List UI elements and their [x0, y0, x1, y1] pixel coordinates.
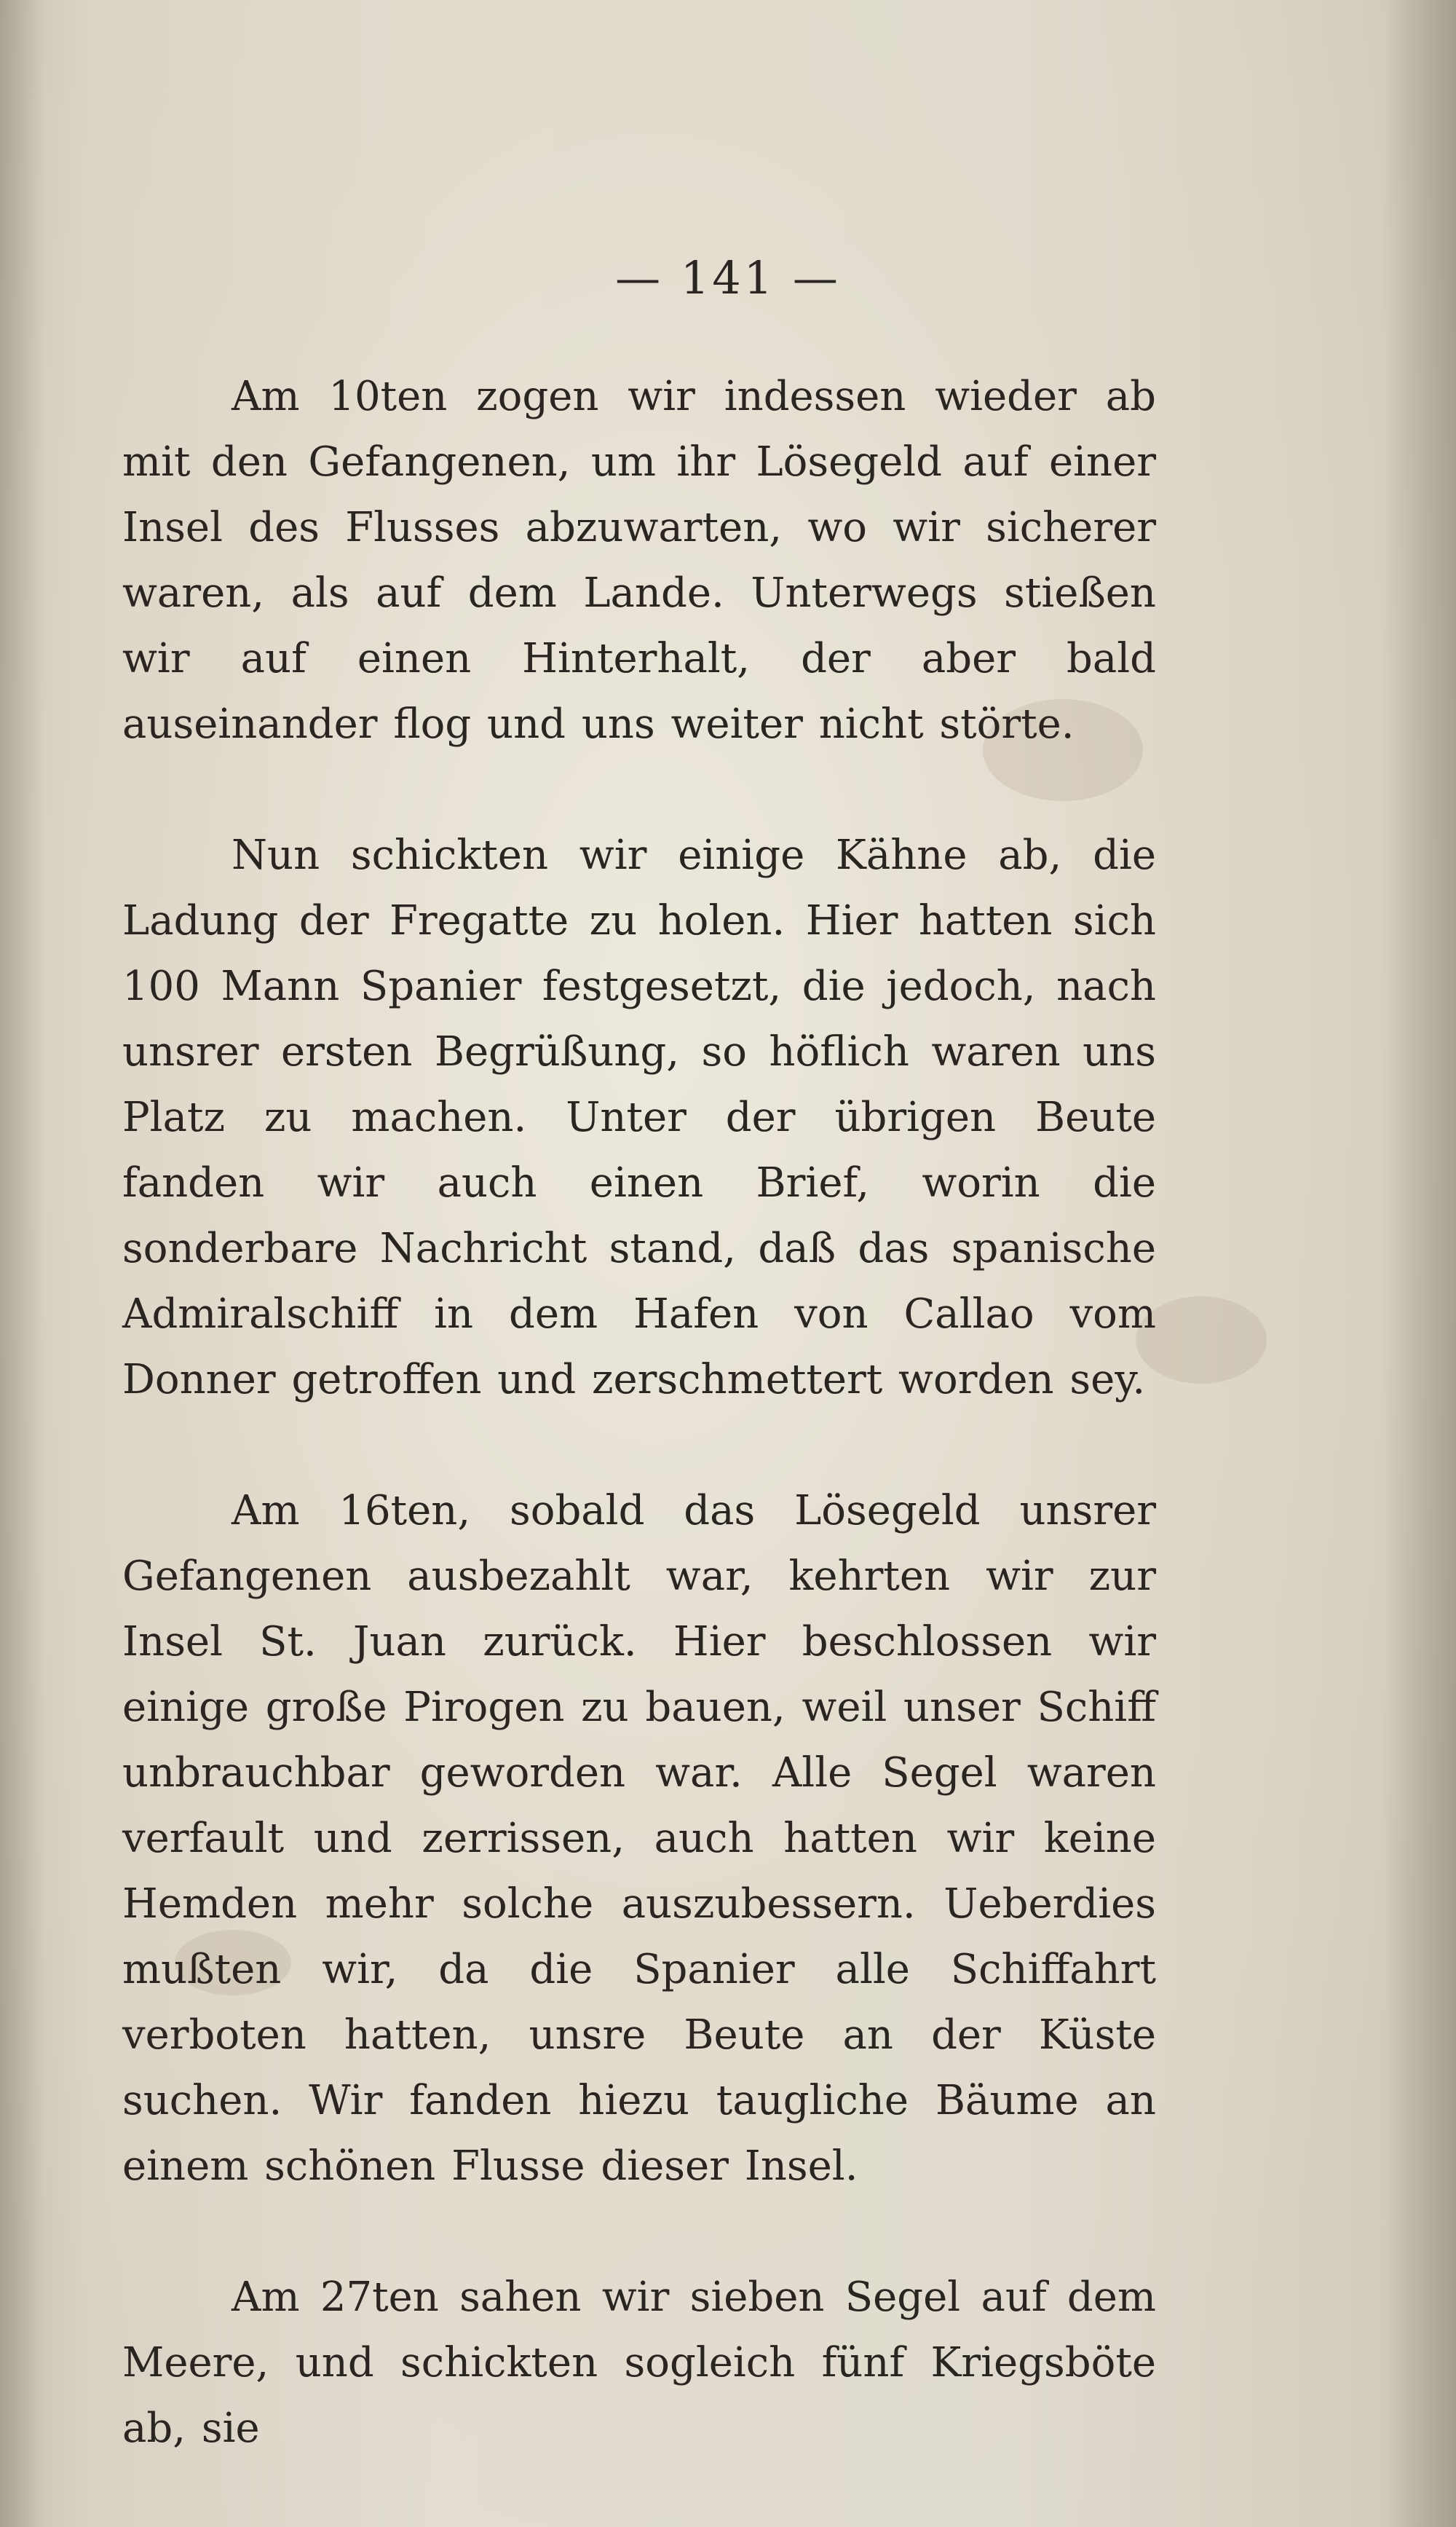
paragraph-gap	[122, 757, 1156, 823]
page-number-header: — 141 —	[615, 251, 841, 304]
paragraph-gap	[122, 1413, 1156, 1478]
body-text	[122, 364, 1156, 2461]
paragraph: Nun schickten wir einige Kähne ab, die Ladung der Fregatte zu holen. Hier hatten sich 100 Mann Spanier festgesetzt, die jedoch, nach unsrer ersten Begrüßung, so höflich waren uns Platz zu machen. Unter der übrigen Beute fanden wir auch einen Brief, worin die sonderbare Nachricht stand, daß das spanische Admiralschiff in dem Hafen von Callao vom Donner getroffen und zerschmettert worden sey.	[122, 832, 1156, 1403]
spine-shadow	[1383, 0, 1456, 2527]
paragraph: Am 27ten sahen wir sieben Segel auf dem Meere, und schickten sogleich fünf Kriegsböte ab, sie	[122, 2274, 1156, 2452]
paragraph-gap	[122, 2199, 1156, 2265]
paragraph: Am 16ten, sobald das Lösegeld unsrer Gefangenen ausbezahlt war, kehrten wir zur Insel St. Juan zurück. Hier beschlossen wir einige große Pirogen zu bauen, weil unser Schiff unbrauchbar geworden war. Alle Segel waren verfault und zerrissen, auch hatten wir keine Hemden mehr solche auszubessern. Ueberdies mußten wir, da die Spanier alle Schiffahrt verboten hatten, unsre Beute an der Küste suchen. Wir fanden hiezu taugliche Bäume an einem schönen Flusse dieser Insel.	[122, 1487, 1156, 2190]
paragraph: Am 10ten zogen wir indessen wieder ab mit den Gefangenen, um ihr Lösegeld auf einer Insel des Flusses abzuwarten, wo wir sicherer waren, als auf dem Lande. Unterwegs stießen wir auf einen Hinterhalt, der aber bald auseinander flog und uns weiter nicht störte.	[122, 373, 1156, 748]
page-edge-shadow	[0, 0, 44, 2527]
